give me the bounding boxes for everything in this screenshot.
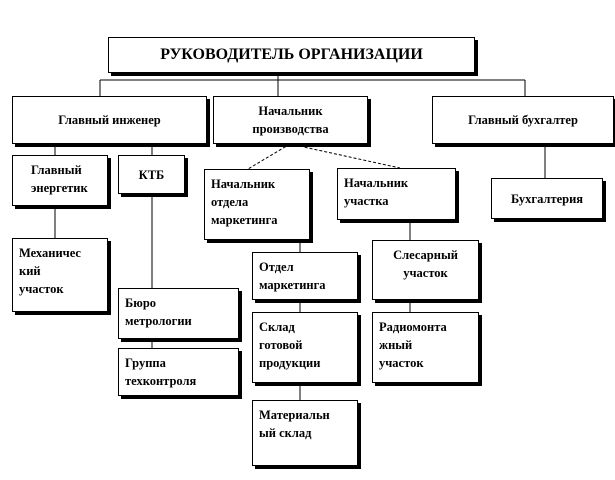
radio-assembly-section-label: Радиомонта жный участок: [379, 320, 447, 370]
marketing-dept-head-label: Начальник отдела маркетинга: [211, 177, 278, 227]
chief-engineer-box: [12, 96, 207, 144]
head-label: РУКОВОДИТЕЛЬ ОРГАНИЗАЦИИ: [160, 46, 423, 63]
marketing-dept-head-box: [204, 169, 310, 240]
metrology-bureau-box: [118, 288, 239, 339]
metrology-bureau-label: Бюро метрологии: [125, 296, 192, 328]
finished-goods-warehouse-label: Склад готовой продукции: [259, 320, 321, 370]
tech-control-group-label: Группа техконтроля: [125, 356, 197, 388]
connector-line: [290, 144, 400, 168]
tech-control-group-box: [118, 348, 239, 396]
production-head-box: [213, 96, 368, 144]
chief-power-engineer-label: Главный энергетик: [31, 163, 88, 195]
marketing-dept-label: Отдел маркетинга: [259, 260, 326, 292]
fitting-section-label: Слесарный участок: [393, 248, 458, 280]
accounting-label: Бухгалтерия: [510, 191, 584, 206]
marketing-dept-box: [252, 252, 358, 300]
production-head-label: Начальник производства: [252, 104, 329, 136]
materials-warehouse-label: Материальн ый склад: [259, 408, 330, 440]
head-box: [108, 37, 475, 73]
materials-warehouse-box: [252, 400, 358, 466]
connector-line: [248, 144, 290, 169]
chief-accountant-label: Главный бухгалтер: [468, 113, 578, 127]
chief-accountant-box: [432, 96, 614, 144]
radio-assembly-section-box: [372, 312, 479, 383]
section-head-box: [337, 168, 456, 220]
ktb-box: [118, 155, 185, 194]
fitting-section-box: [372, 240, 479, 300]
mechanical-section-label: Механичес кий участок: [19, 246, 81, 296]
ktb-label: КТБ: [138, 167, 165, 182]
chief-engineer-label: Главный инженер: [58, 113, 161, 127]
finished-goods-warehouse-box: [252, 312, 358, 383]
chief-power-engineer-box: [12, 155, 108, 206]
accounting-box: [491, 178, 603, 219]
mechanical-section-box: [12, 238, 108, 312]
section-head-label: Начальник участка: [344, 176, 409, 208]
